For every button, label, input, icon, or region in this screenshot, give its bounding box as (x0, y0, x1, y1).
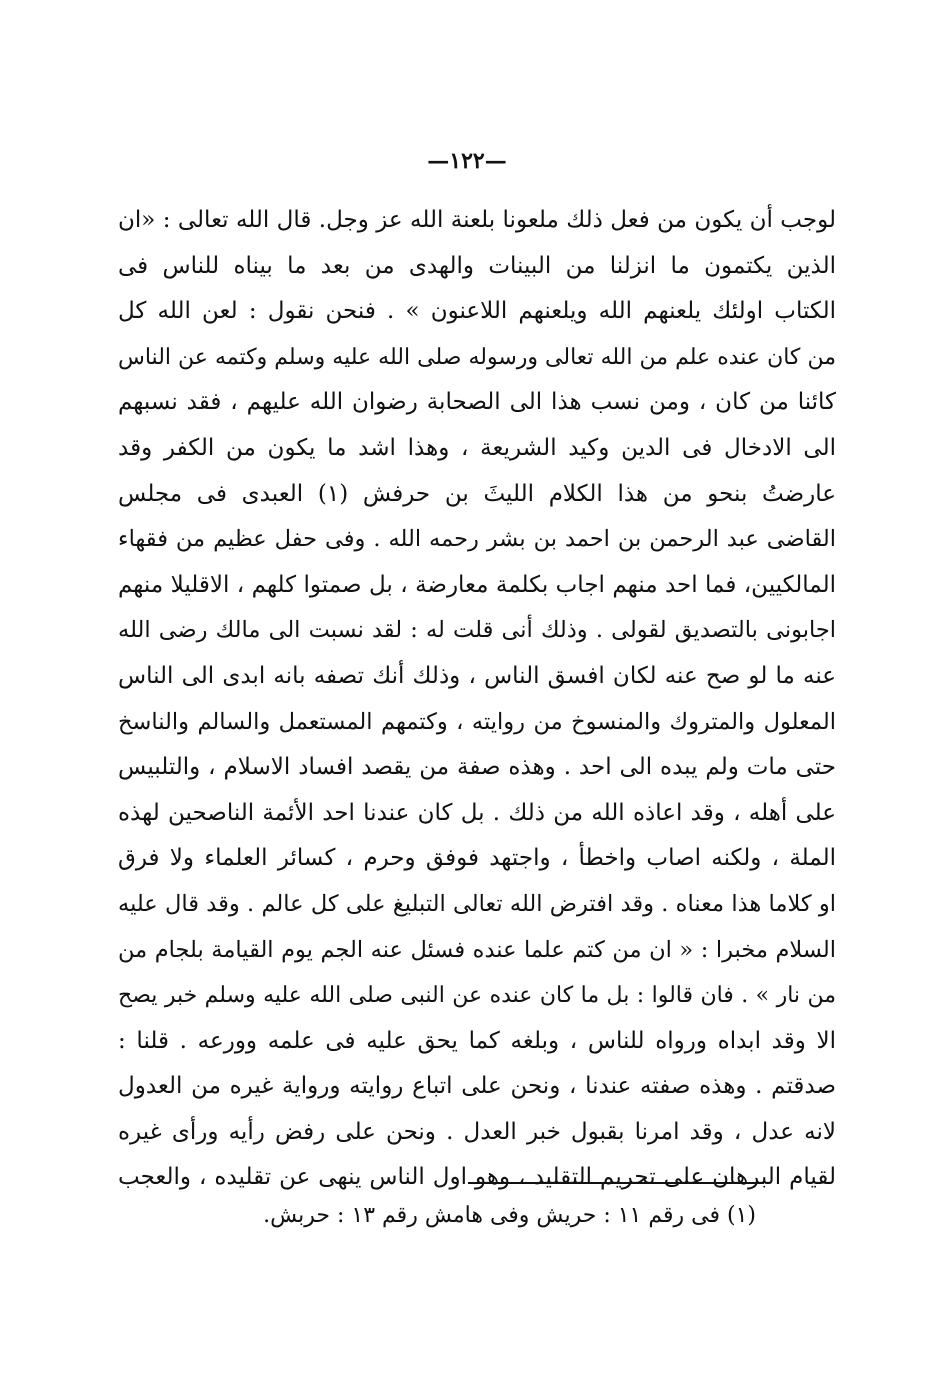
text-line: الى الادخال فى الدين وكيد الشريعة ، وهذا اشد ما يكون من الكفر وقد (118, 434, 836, 461)
text-line: حتى مات ولم يبده الى احد . وهذه صفة من يقصد افساد الاسلام ، والتلبيس (118, 754, 836, 781)
text-line: كائنا من كان ، ومن نسب هذا الى الصحابة رضوان الله عليهم ، فقد نسبهم (118, 389, 836, 416)
text-line: الذين يكتمون ما انزلنا من البينات والهدى من بعد ما بيناه للناس فى (118, 252, 836, 279)
text-line: اجابونى بالتصديق لقولى . وذلك أنى قلت له : لقد نسبت الى مالك رضى الله (118, 617, 836, 644)
text-line: السلام مخبرا : « ان من كتم علما عنده فسئل عنه الجم يوم القيامة بلجام من (118, 936, 836, 963)
text-line: الملة ، ولكنه اصاب واخطأ ، واجتهد فوفق وحرم ، كسائر العلماء ولا فرق (118, 845, 836, 872)
text-line: على أهله ، وقد اعاذه الله من ذلك . بل كان عندنا احد الأئمة الناصحين لهذه (118, 799, 836, 826)
text-line: الكتاب اولئك يلعنهم الله ويلعنهم اللاعنون » . فنحن نقول : لعن الله كل (118, 298, 836, 325)
page-number: —١٢٢— (427, 148, 507, 174)
text-line: عنه ما لو صح عنه لكان افسق الناس ، وذلك أنك تصفه بانه ابدى الى الناس (118, 662, 836, 689)
body-text (118, 198, 836, 1201)
text-line: من نار » . فان قالوا : بل ما كان عنده عن النبى صلى الله عليه وسلم خبر يصح (118, 983, 836, 1009)
text-line: القاضى عبد الرحمن بن احمد بن بشر رحمه الله . وفى حفل عظيم من فقهاء (118, 526, 836, 553)
footnote: (١) فى رقم ١١ : حريش وفى هامش رقم ١٣ : حربش. (263, 1203, 756, 1228)
text-line: المعلول والمتروك والمنسوخ من روايته ، وكتمهم المستعمل والسالم والناسخ (118, 708, 836, 735)
text-line: لوجب أن يكون من فعل ذلك ملعونا بلعنة الله عز وجل. قال الله تعالى : «ان (118, 207, 836, 233)
text-line: لقيام البرهان على تحريم التقليد ، وهو اول الناس ينهى عن تقليده ، والعجب (118, 1164, 836, 1191)
text-line: الا وقد ابداه ورواه للناس ، وبلغه كما يحق عليه فى علمه وورعه . قلنا : (118, 1027, 836, 1054)
text-line: او كلاما هذا معناه . وقد افترض الله تعالى التبليغ على كل عالم . وقد قال عليه (118, 890, 836, 917)
text-line: لانه عدل ، وقد امرنا بقبول خبر العدل . ونحن على رفض رأيه ورأى غيره (118, 1118, 836, 1145)
text-line: صدقتم . وهذه صفته عندنا ، ونحن على اتباع روايته ورواية غيره من العدول (118, 1073, 836, 1100)
footnote-divider (468, 1182, 764, 1184)
text-line: من كان عنده علم من الله تعالى ورسوله صلى الله عليه وسلم وكتمه عن الناس (118, 344, 836, 370)
text-line: عارضتُ بنحو من هذا الكلام الليثَ بن حرفش (١) العبدى فى مجلس (118, 480, 836, 507)
text-line: المالكيين، فما احد منهم اجاب بكلمة معارضة ، بل صمتوا كلهم ، الاقليلا منهم (118, 571, 836, 598)
